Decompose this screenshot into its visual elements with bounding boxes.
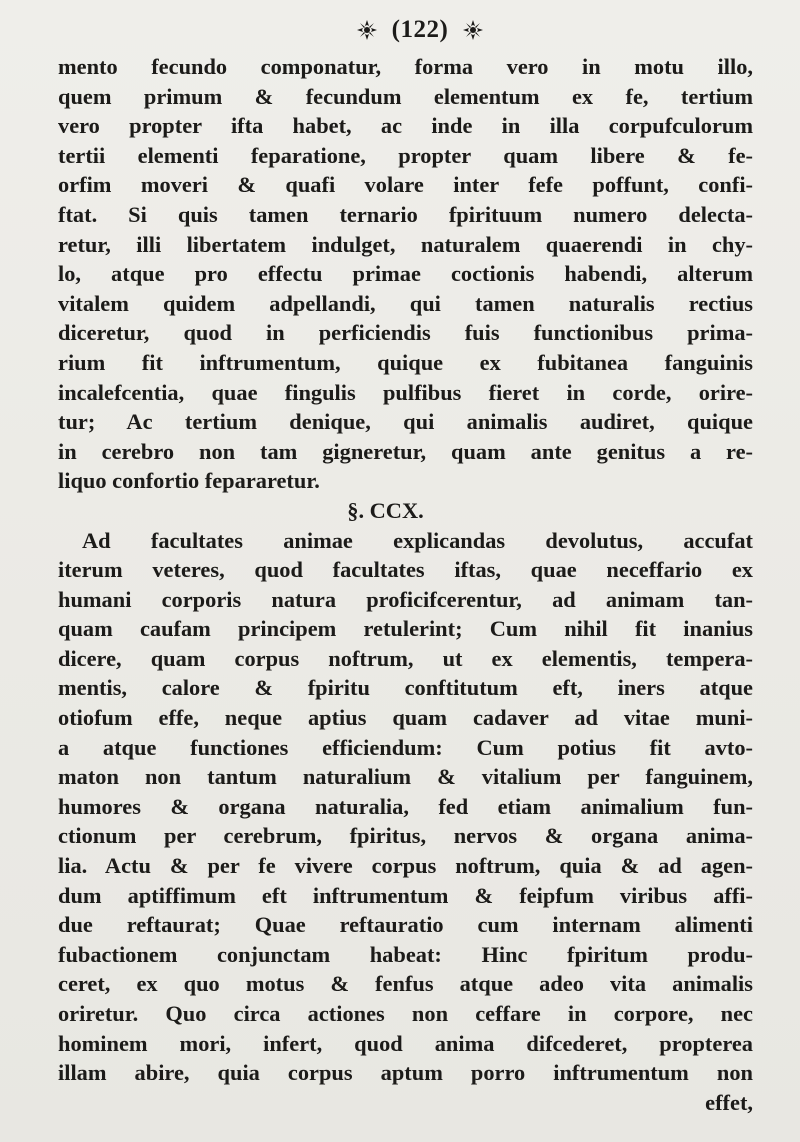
- text-line: rium fit inftrumentum, quique ex fubitanea fanguinis: [58, 349, 753, 375]
- text-line: due reftaurat; Quae reftauratio cum internam alimenti: [58, 912, 753, 938]
- text-line: retur, illi libertatem indulget, naturalem quaerendi in chy-: [58, 231, 753, 257]
- section-heading: §. CCX.: [347, 497, 424, 523]
- text-line: incalefcentia, quae fingulis pulfibus fieret in corde, orire-: [58, 379, 753, 405]
- catchword: effet,: [705, 1089, 753, 1115]
- text-line: quem primum & fecundum elementum ex fe, tertium: [58, 83, 753, 109]
- text-line: a atque functiones efficiendum: Cum potius fit avto-: [58, 734, 753, 760]
- text-line: oriretur. Quo circa actiones non ceffare in corpore, nec: [58, 1001, 753, 1026]
- text-line: otiofum effe, neque aptius quam cadaver ad vitae muni-: [58, 705, 753, 731]
- text-line: vitalem quidem adpellandi, qui tamen naturalis rectius: [58, 290, 753, 316]
- text-line: lo, atque pro effectu primae coctionis habendi, alterum: [58, 261, 753, 287]
- text-line: tertii elementi feparatione, propter quam libere & fe-: [58, 142, 753, 168]
- text-line: mentis, calore & fpiritu conftitutum eft, iners atque: [58, 675, 753, 701]
- text-line: mento fecundo componatur, forma vero in motu illo,: [58, 54, 753, 79]
- text-line: tur; Ac tertium denique, qui animalis audiret, quique: [58, 409, 753, 435]
- text-line: dicere, quam corpus noftrum, ut ex elementis, tempera-: [58, 645, 753, 671]
- text-line: fubactionem conjunctam habeat: Hinc fpiritum produ-: [58, 941, 753, 967]
- text-line: liquo confortio fepararetur.: [58, 468, 320, 494]
- text-line: diceretur, quod in perficiendis fuis functionibus prima-: [58, 320, 753, 346]
- text-line: vero propter ifta habet, ac inde in illa corpufculorum: [58, 113, 753, 139]
- body-text: [58, 52, 753, 1117]
- text-line: ceret, ex quo motus & fenfus atque adeo vita animalis: [58, 971, 753, 997]
- fleuron-icon: [462, 19, 484, 41]
- text-line: in cerebro non tam gigneretur, quam ante genitus a re-: [58, 438, 753, 464]
- text-line: ftat. Si quis tamen ternario fpirituum numero delecta-: [58, 201, 753, 227]
- text-line: humores & organa naturalia, fed etiam animalium fun-: [58, 793, 753, 819]
- text-line: hominem mori, infert, quod anima difcederet, propterea: [58, 1030, 753, 1056]
- text-line: Ad facultates animae explicandas devolutus, accufat: [82, 527, 753, 553]
- text-line: maton non tantum naturalium & vitalium per fanguinem,: [58, 764, 753, 790]
- page-header: [20, 12, 800, 48]
- text-line: dum aptiffimum eft inftrumentum & feipfum viribus affi-: [58, 882, 753, 908]
- text-line: iterum veteres, quod facultates iftas, quae neceffario ex: [58, 557, 753, 583]
- text-line: quam caufam principem retulerint; Cum nihil fit inanius: [58, 616, 753, 642]
- text-line: ctionum per cerebrum, fpiritus, nervos & organa anima-: [58, 823, 753, 849]
- text-line: lia. Actu & per fe vivere corpus noftrum, quia & ad agen-: [58, 853, 753, 879]
- text-line: illam abire, quia corpus aptum porro inftrumentum non: [58, 1060, 753, 1086]
- fleuron-icon: [356, 19, 378, 41]
- text-line: humani corporis natura proficifcerentur, ad animam tan-: [58, 586, 753, 612]
- text-line: orfim moveri & quafi volare inter fefe poffunt, confi-: [58, 172, 753, 198]
- page-number: (122): [391, 16, 449, 43]
